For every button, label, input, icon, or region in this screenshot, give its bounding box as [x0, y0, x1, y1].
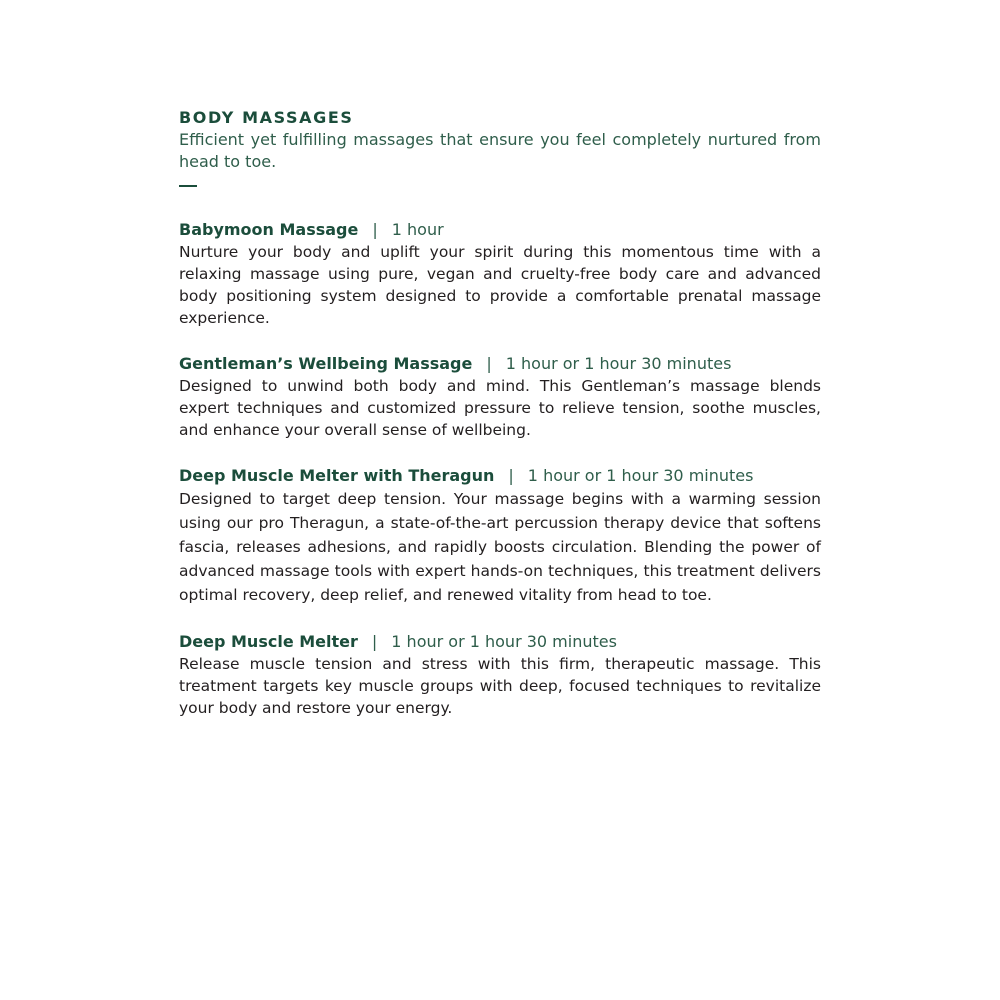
- separator: |: [371, 632, 378, 651]
- treatment-header: [179, 353, 821, 375]
- treatment-duration: 1 hour or 1 hour 30 minutes: [505, 354, 732, 373]
- treatment-header: [179, 219, 821, 241]
- treatment-name: Gentleman’s Wellbeing Massage: [179, 354, 473, 373]
- section-divider: [179, 185, 197, 187]
- treatment-duration: 1 hour: [391, 220, 444, 239]
- section-title: BODY MASSAGES: [179, 108, 354, 127]
- treatment-description: Nurture your body and uplift your spirit during this momentous time with a relaxing massage using pure, vegan and cruelty-free body care and advanced body positioning system designed to provide a comfortable prenatal massage experience.: [179, 243, 821, 327]
- treatment-header: [179, 465, 821, 487]
- section-intro: Efficient yet fulfilling massages that ensure you feel completely nurtured from head to toe.: [179, 130, 821, 171]
- separator: |: [508, 466, 514, 485]
- treatment-duration: 1 hour or 1 hour 30 minutes: [527, 466, 754, 485]
- treatment-babymoon: [179, 219, 821, 329]
- menu-page: [179, 107, 821, 719]
- treatment-name: Deep Muscle Melter: [179, 632, 358, 651]
- treatment-duration: 1 hour or 1 hour 30 minutes: [391, 632, 617, 651]
- treatment-description: Release muscle tension and stress with this firm, therapeutic massage. This treatment targets key muscle groups with deep, focused techniques to revitalize your body and restore your energy.: [179, 655, 821, 717]
- treatment-description: Designed to target deep tension. Your massage begins with a warming session using our pro Theragun, a state-of-the-art percussion therapy device that softens fascia, releases adhesions, and rapidly boosts circulation. Blending the power of advanced massage tools with expert hands-on techniques, this treatment delivers optimal recovery, deep relief, and renewed vitality from head to toe.: [179, 490, 821, 604]
- treatment-name: Babymoon Massage: [179, 220, 359, 239]
- treatment-gentlemans-wellbeing: [179, 353, 821, 441]
- treatment-description: Designed to unwind both body and mind. This Gentleman’s massage blends expert techniques and customized pressure to relieve tension, soothe muscles, and enhance your overall sense of wellbeing.: [179, 377, 821, 439]
- treatment-header: [179, 631, 821, 653]
- separator: |: [372, 220, 378, 239]
- treatment-deep-muscle-melter-theragun: [179, 465, 821, 607]
- treatment-deep-muscle-melter: [179, 631, 821, 719]
- separator: |: [486, 354, 492, 373]
- treatment-name: Deep Muscle Melter with Theragun: [179, 466, 495, 485]
